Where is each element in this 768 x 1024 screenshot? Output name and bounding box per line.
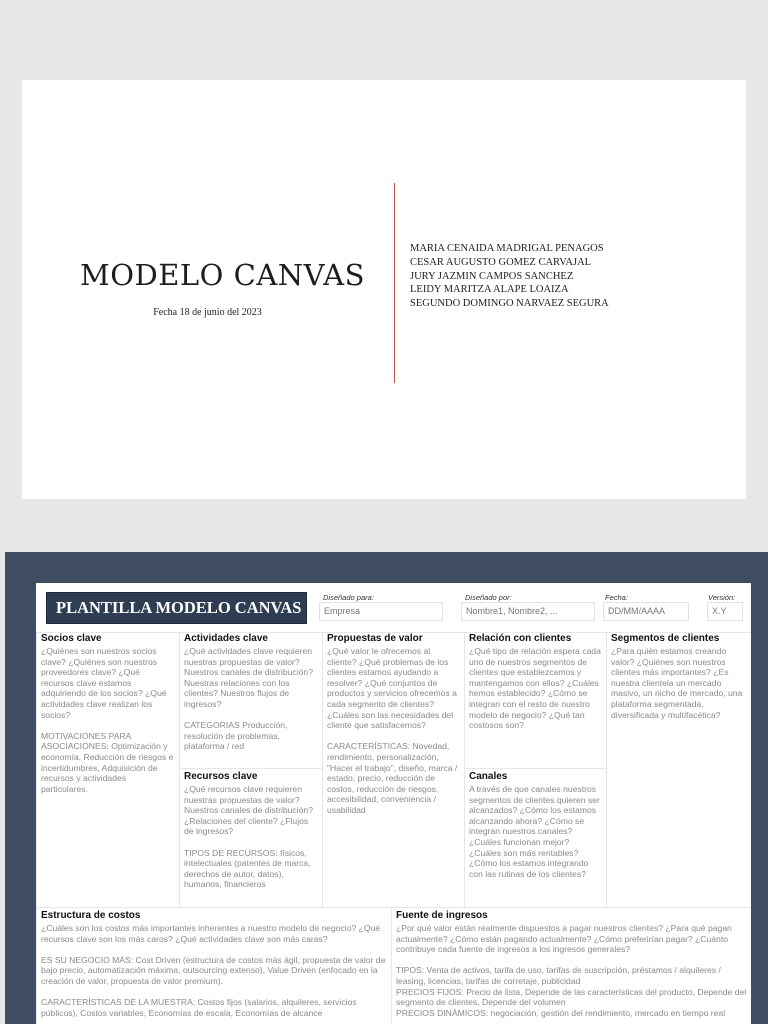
revenue-streams-fixed-pricing: PRECIOS FIJOS: Precio de lista, Depende de las características del producto, Depende del segmento de clientes, Depende del volumen bbox=[396, 986, 747, 1008]
cost-structure-title: Estructura de costos bbox=[41, 910, 141, 921]
customer-relationships-questions: ¿Qué tipo de relación espera cada uno de nuestros segmentos de clientes que establezcamos y mantengamos con ellos? ¿Cuáles hemos establecido? ¿Cómo se integran con el resto de nuestro modelo de negocio? ¿Qué tan costosos son? bbox=[469, 646, 601, 731]
author-name: MARIA CENAIDA MADRIGAL PENAGOS bbox=[410, 243, 604, 254]
author-name: LEIDY MARITZA ALAPE LOAIZA bbox=[410, 284, 569, 296]
cost-structure-text bbox=[41, 923, 387, 1018]
key-activities-title: Actividades clave bbox=[184, 633, 268, 644]
cost-structure-characteristics: CARACTERÍSTICAS DE LA MUESTRA: Costos fijos (salarios, alquileres, servicios públicos), Costos variables, Economías de escala, Economías de alcance bbox=[41, 997, 357, 1018]
cost-structure-drivers: ES SU NEGOCIO MÁS: Cost Driven (estructura de costos más ágil, propuesta de valor de bajo precio, automatización máxima, outsourcing extenso), Value Driven (enfocado en la creación de valor, propuesta de valor premium). bbox=[41, 954, 386, 986]
designed-by-label: Diseñado por: bbox=[465, 593, 512, 602]
key-activities-questions: ¿Qué actividades clave requieren nuestras propuestas de valor? Nuestros canales de distribución? Nuestras relaciones con los clientes? Nuestros flujos de ingresos? bbox=[184, 646, 313, 709]
value-propositions-questions: ¿Qué valor le ofrecemos al cliente? ¿Qué problemas de los clientes estamos ayudando a resolver? ¿Qué conjuntos de productos y servicios ofrecemos a cada segmento de clientes? ¿Cuáles son las necesidades del cliente que satisfacemos? bbox=[327, 646, 457, 731]
revenue-streams-dynamic-pricing: PRECIOS DINÁMICOS: negociación, gestión del rendimiento, mercado en tiempo real bbox=[396, 1007, 726, 1018]
customer-segments-block bbox=[606, 632, 751, 907]
key-activities-block bbox=[179, 632, 322, 768]
customer-segments-questions: ¿Para quién estamos creando valor? ¿Quiénes son nuestros clientes más importantes? ¿Es nuestra clientela un mercado masivo, un nicho de mercado, una plataforma segmentada, diversificada y multifacética? bbox=[611, 646, 743, 720]
channels-questions: A través de que canales nuestros segmentos de clientes quieren ser alcanzados? ¿Cómo los estamos alcanzando ahora? ¿Cómo se integran nuestros canales? ¿Cuáles funcionan mejor? ¿Cuáles son más rentables? ¿Cómo los estamos integrando con las rutinas de los clientes? bbox=[469, 784, 600, 879]
channels-title: Canales bbox=[469, 771, 508, 782]
key-resources-text bbox=[184, 784, 318, 890]
cost-structure-block bbox=[36, 907, 391, 1024]
key-activities-categories: CATEGORIAS Producción, resolución de problemas, plataforma / red bbox=[184, 720, 288, 752]
key-resources-questions: ¿Qué recursos clave requieren nuestras propuestas de valor? Nuestros canales de distribución? ¿Relaciones del cliente? ¿Flujos de ingresos? bbox=[184, 784, 313, 837]
title-slide bbox=[22, 80, 746, 499]
customer-relationships-block bbox=[464, 632, 606, 768]
channels-block bbox=[464, 768, 606, 907]
template-banner bbox=[46, 592, 307, 624]
designed-for-label: Diseñado para: bbox=[323, 593, 374, 602]
slide-title: MODELO CANVAS bbox=[80, 258, 365, 292]
revenue-streams-text bbox=[396, 923, 747, 1018]
key-resources-block bbox=[179, 768, 322, 907]
date-field[interactable]: DD/MM/AAAA bbox=[603, 602, 689, 621]
canvas-template-sheet bbox=[36, 583, 751, 1024]
author-name: SEGUNDO DOMINGO NARVAEZ SEGURA bbox=[410, 298, 609, 310]
vertical-divider bbox=[394, 183, 395, 383]
date-label: Fecha: bbox=[605, 593, 628, 602]
cost-structure-questions: ¿Cuáles son los costos más importantes inherentes a nuestro modelo de negocio? ¿Qué recursos clave son los más caros? ¿Qué actividades clave son más caras? bbox=[41, 923, 381, 944]
revenue-streams-types: TIPOS: Venta de activos, tarifa de uso, tarifas de suscripción, préstamos / alquileres / leasing, licencias, tarifas de corretaje, publicidad bbox=[396, 965, 721, 986]
key-resources-title: Recursos clave bbox=[184, 771, 258, 782]
channels-text bbox=[469, 784, 602, 879]
key-partners-questions: ¿Quiénes son nuestros socios clave? ¿Quiénes son nuestros proveedores clave? ¿Qué recursos clave estamos adquiriendo de los socios? ¿Qué actividades clave realizan los socios? bbox=[41, 646, 167, 720]
customer-relationships-text bbox=[469, 646, 602, 731]
customer-relationships-title: Relación con clientes bbox=[469, 633, 572, 644]
customer-segments-text bbox=[611, 646, 747, 720]
key-resources-types: TIPOS DE RECURSOS: físicos, intelectuales (patentes de marca, derechos de autor, datos), humanos, financieros bbox=[184, 847, 311, 890]
author-list bbox=[410, 242, 730, 311]
canvas-slide bbox=[5, 552, 768, 1024]
value-propositions-title: Propuestas de valor bbox=[327, 633, 423, 644]
revenue-streams-block bbox=[391, 907, 751, 1024]
key-partners-text bbox=[41, 646, 175, 794]
version-field[interactable]: X.Y bbox=[707, 602, 743, 621]
template-title: PLANTILLA MODELO CANVAS bbox=[56, 598, 302, 617]
value-propositions-text bbox=[327, 646, 460, 816]
version-label: Versión: bbox=[708, 593, 736, 602]
customer-segments-title: Segmentos de clientes bbox=[611, 633, 720, 644]
key-partners-motivations: MOTIVACIONES PARA ASOCIACIONES: Optimización y economía, Reducción de riesgos e incertidumbres, Adquisición de recursos y actividades particulares. bbox=[41, 730, 174, 794]
value-propositions-block bbox=[322, 632, 464, 907]
revenue-streams-questions: ¿Por qué valor están realmente dispuestos a pagar nuestros clientes? ¿Para qué pagan actualmente? ¿Cómo están pagando actualmente? ¿Cómo preferirían pagar? ¿Cuánto contribuye cada fuente de ingresos a los ingresos generales? bbox=[396, 923, 732, 955]
author-name: JURY JAZMIN CAMPOS SANCHEZ bbox=[410, 270, 574, 282]
key-partners-title: Socios clave bbox=[41, 633, 102, 644]
designed-for-field[interactable]: Empresa bbox=[319, 602, 443, 621]
key-activities-text bbox=[184, 646, 318, 752]
revenue-streams-title: Fuente de ingresos bbox=[396, 910, 488, 921]
slide-date: Fecha 18 de junio del 2023 bbox=[153, 307, 262, 318]
value-propositions-characteristics: CARACTERÍSTICAS: Novedad, rendimiento, personalización, "Hacer el trabajo", diseño, marca / estado, precio, reducción de costos, reducción de riesgos, accesibilidad, conveniencia / usabilidad bbox=[327, 741, 458, 815]
key-partners-block bbox=[36, 632, 179, 907]
designed-by-field[interactable]: Nombre1, Nombre2, ... bbox=[461, 602, 595, 621]
author-name: CESAR AUGUSTO GOMEZ CARVAJAL bbox=[410, 256, 592, 268]
